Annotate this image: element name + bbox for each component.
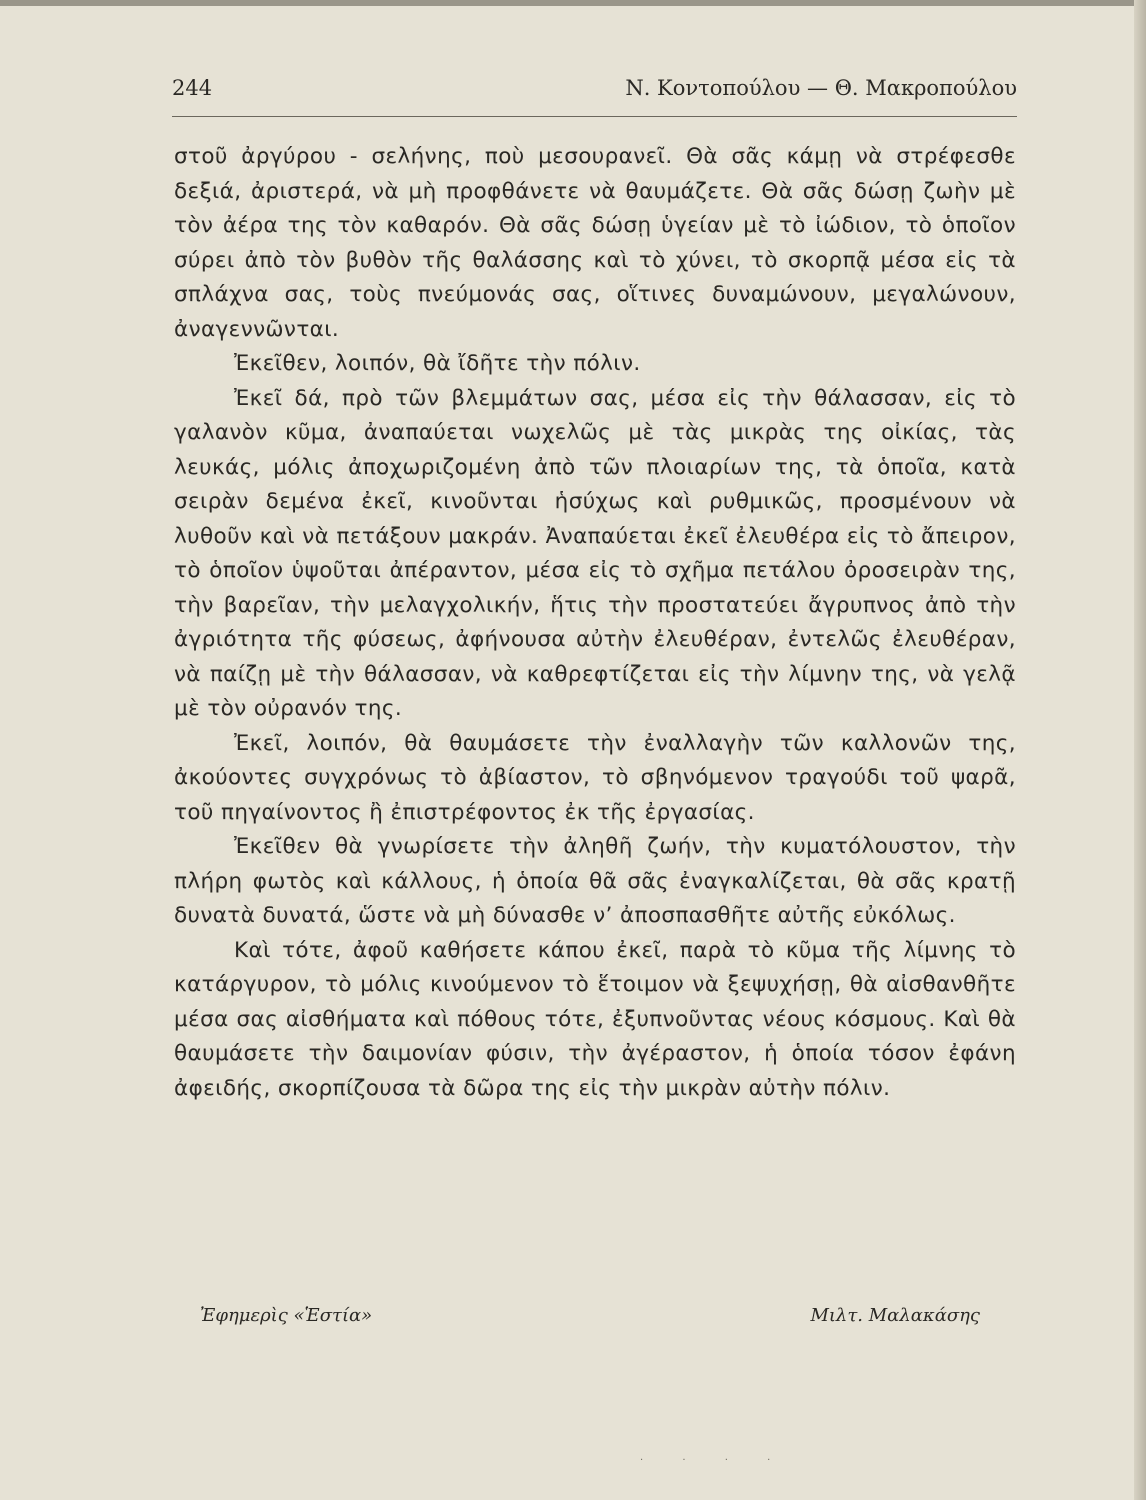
- paragraph-5: Ἐκεῖθεν θὰ γνωρίσετε τὴν ἀληθῆ ζωήν, τὴν κυματόλουστον, τὴν πλήρη φωτὸς καὶ κάλλους, ἡ ὁποία θᾶ σᾶς ἐναγκαλίζεται, θὰ σᾶς κρατῇ δυνατὰ δυνατά, ὥστε νὰ μὴ δύνασθε ν’ ἀποσπασθῆτε αὐτῆς εὐκόλως.: [174, 834, 1016, 928]
- header-rule: [172, 116, 1017, 117]
- page-number: 244: [172, 76, 213, 100]
- scan-specks: · · · ·: [640, 1455, 789, 1466]
- paragraph-4: Ἐκεῖ, λοιπόν, θὰ θαυμάσετε τὴν ἐναλλαγὴν τῶν καλλονῶν της, ἀκούοντες συγχρόνως τὸ ἀβίαστον, τὸ σβηνόμενον τραγούδι τοῦ ψαρᾶ, τοῦ πηγαίνοντος ἢ ἐπιστρέφοντος ἐκ τῆς ἐργασίας.: [174, 730, 1016, 825]
- body-text: [174, 140, 1016, 1106]
- paragraph-3: Ἐκεῖ δά, πρὸ τῶν βλεμμάτων σας, μέσα εἰς τὴν θάλασσαν, εἰς τὸ γαλανὸν κῦμα, ἀναπαύεται νωχελῶς μὲ τὰς μικρὰς της οἰκίας, τὰς λευκάς, μόλις ἀποχωριζομένη ἀπὸ τῶν πλοιαρίων της, τὰ ὁποῖα, κατὰ σειρὰν δεμένα ἐκεῖ, κινοῦνται ἡσύχως καὶ ρυθμικῶς, προσμένουν νὰ λυθοῦν καὶ νὰ πετάξουν μακράν. Ἀναπαύεται ἐκεῖ ἐλευθέρα εἰς τὸ ἄπειρον, τὸ ὁποῖον ὑψοῦται ἀπέραντον, μέσα εἰς τὸ σχῆμα πετάλου ὀροσειρὰν της, τὴν βαρεῖαν, τὴν μελαγχολικήν, ἥτις τὴν προστατεύει ἄγρυπνος ἀπὸ τὴν ἀγριότητα τῆς φύσεως, ἀφήνουσα αὐτὴν ἐλευθέραν, ἐντελῶς ἐλευθέραν, νὰ παίζῃ μὲ τὴν θάλασσαν, νὰ καθρεφτίζεται εἰς τὴν λίμνην της, νὰ γελᾷ μὲ τὸν οὐρανόν της.: [174, 385, 1016, 721]
- paragraph-1: στοῦ ἀργύρου - σελήνης, ποὺ μεσουρανεῖ. Θὰ σᾶς κάμῃ νὰ στρέφεσθε δεξιά, ἀριστερά, νὰ μὴ προφθάνετε νὰ θαυμάζετε. Θὰ σᾶς δώσῃ ζωὴν μὲ τὸν ἀέρα της τὸν καθαρόν. Θὰ σᾶς δώσῃ ὑγείαν μὲ τὸ ἰώδιον, τὸ ὁποῖον σύρει ἀπὸ τὸν βυθὸν τῆς θαλάσσης καὶ τὸ χύνει, τὸ σκορπᾷ μέσα εἰς τὰ σπλάχνα σας, τοὺς πνεύμονάς σας, οἵτινες δυναμώνουν, μεγαλώνουν, ἀναγεννῶνται.: [174, 144, 1016, 342]
- running-head: [172, 76, 1017, 106]
- paragraph-6: Καὶ τότε, ἀφοῦ καθήσετε κάπου ἐκεῖ, παρὰ τὸ κῦμα τῆς λίμνης τὸ κατάργυρον, τὸ μόλις κινούμενον τὸ ἕτοιμον νὰ ξεψυχήσῃ, θὰ αἰσθανθῆτε μέσα σας αἰσθήματα καὶ πόθους τότε, ἐξυπνοῦντας νέους κόσμους. Καὶ θὰ θαυμάσετε τὴν δαιμονίαν φύσιν, τὴν ἀγέραστον, ἡ ὁποία τόσον ἐφάνη ἀφειδής, σκορπίζουσα τὰ δῶρα της εἰς τὴν μικρὰν αὐτὴν πόλιν.: [174, 937, 1016, 1101]
- author-signature: Μιλτ. Μαλακάσης: [810, 1305, 980, 1326]
- source-citation: Ἐφημερὶς «Ἑστία»: [200, 1305, 373, 1326]
- paragraph-2: Ἐκεῖθεν, λοιπόν, θὰ ἴδῆτε τὴν πόλιν.: [234, 351, 641, 376]
- header-authors: Ν. Κοντοπούλου — Θ. Μακροπούλου: [625, 76, 1017, 100]
- signature-line: [200, 1305, 980, 1335]
